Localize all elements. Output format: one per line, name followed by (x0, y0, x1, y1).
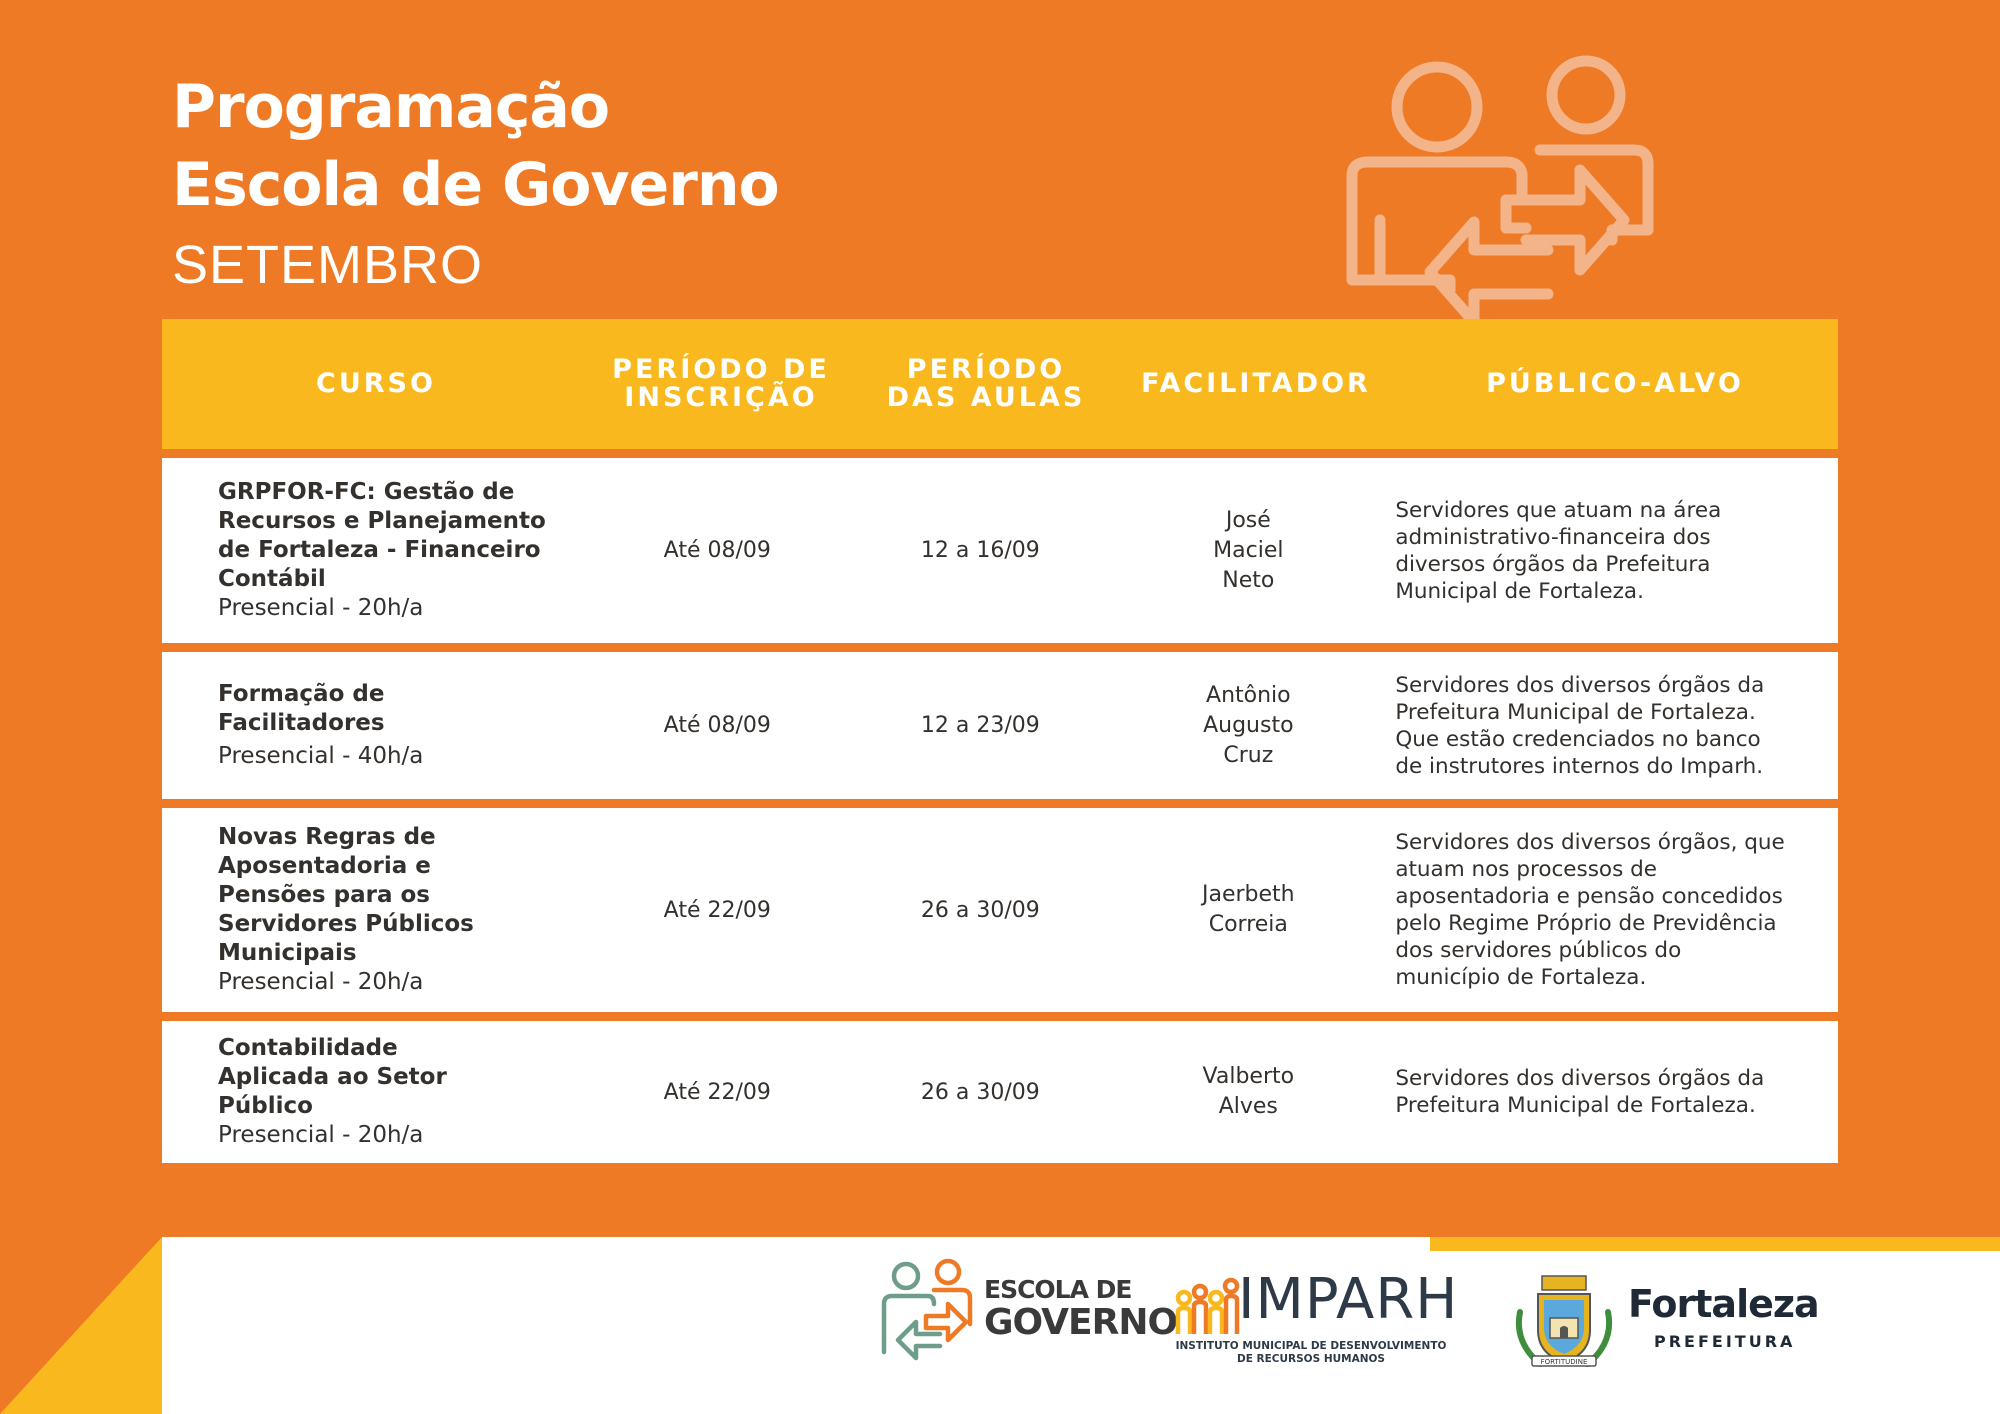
audience-line: atuam nos processos de (1395, 857, 1657, 882)
facilitator-line: Jaerbeth (1202, 882, 1295, 907)
table-row (162, 1021, 1838, 1163)
course-title-line: Contabilidade (218, 1035, 398, 1061)
audience-line: Municipal de Fortaleza. (1395, 578, 1644, 604)
course-cell (162, 680, 587, 771)
audience-line: de instrutores internos do Imparh. (1395, 753, 1764, 779)
table-row (162, 652, 1838, 799)
prefeitura-wordmark: PREFEITURA (1654, 1332, 1796, 1351)
facilitator-cell (1113, 1062, 1383, 1122)
title-block (172, 68, 779, 298)
city-coat-of-arms-icon (1510, 1272, 1618, 1372)
facilitator-line: Maciel (1213, 537, 1284, 563)
escola-de-governo-logo (870, 1254, 1177, 1364)
schedule-table (162, 319, 1838, 1163)
course-mode: Presencial - 40h/a (218, 743, 424, 769)
facilitator-line: Valberto (1202, 1064, 1295, 1089)
audience-line: Servidores que atuam na área (1395, 497, 1722, 523)
aulas-cell: 12 a 23/09 (920, 713, 1040, 738)
imparh-wordmark: IMPARH (1238, 1267, 1459, 1332)
course-title (218, 823, 587, 968)
course-title-line: Facilitadores (218, 710, 385, 736)
people-exchange-icon (870, 1254, 978, 1364)
audience-cell (1383, 829, 1838, 991)
course-title-line: Municipais (218, 940, 357, 966)
facilitator-line: Augusto (1203, 712, 1294, 738)
escola-de-governo-wordmark (984, 1276, 1177, 1342)
audience-cell (1383, 672, 1838, 780)
facilitator-line: Cruz (1223, 742, 1274, 768)
course-title-line: Servidores Públicos (218, 911, 474, 937)
header-aulas (852, 356, 1120, 412)
imparh-logo (1174, 1267, 1459, 1378)
audience-line: Que estão credenciados no banco (1395, 726, 1761, 752)
course-title-line: Formação de (218, 681, 385, 707)
month-label: SETEMBRO (172, 235, 484, 295)
audience-line: administrativo-financeira dos (1395, 524, 1711, 550)
course-title-line: GRPFOR-FC: Gestão de (218, 479, 515, 505)
header-aulas-l2: DAS AULAS (886, 382, 1086, 413)
imparh-subtitle-line1: INSTITUTO MUNICIPAL DE DESENVOLVIMENTO (1175, 1340, 1447, 1352)
aulas-cell: 26 a 30/09 (920, 897, 1040, 923)
people-row-icon (1174, 1276, 1240, 1336)
audience-line: Servidores dos diversos órgãos da (1395, 672, 1765, 698)
course-cell (162, 823, 587, 997)
title-line-2: Escola de Governo (172, 150, 779, 220)
table-row (162, 808, 1838, 1012)
audience-line: pelo Regime Próprio de Previdência (1395, 911, 1777, 936)
course-title-line: Público (218, 1093, 313, 1119)
audience-cell (1383, 497, 1838, 605)
aulas-cell: 26 a 30/09 (920, 1079, 1040, 1105)
course-mode: Presencial - 20h/a (218, 595, 424, 621)
header-inscricao-l1: PERÍODO DE (612, 354, 830, 385)
course-cell (162, 1034, 587, 1150)
facilitator-line: Antônio (1206, 682, 1291, 708)
header-publico: PÚBLICO-ALVO (1486, 368, 1744, 399)
facilitator-cell (1113, 880, 1383, 940)
corner-triangle-decoration (0, 1237, 162, 1414)
course-title (218, 680, 587, 738)
facilitator-cell (1113, 506, 1383, 596)
title-line-1: Programação (172, 72, 610, 142)
audience-line: dos servidores públicos do (1395, 938, 1682, 963)
header-curso: CURSO (316, 368, 436, 399)
facilitator-line: José (1225, 507, 1271, 533)
inscricao-cell: Até 08/09 (663, 713, 771, 738)
facilitator-line: Alves (1218, 1094, 1278, 1119)
header-facilitador: FACILITADOR (1141, 368, 1371, 399)
inscricao-cell: Até 08/09 (663, 538, 771, 563)
inscricao-cell: Até 22/09 (663, 1079, 771, 1105)
course-cell (162, 478, 587, 623)
fortaleza-wordmark: Fortaleza (1628, 1282, 1819, 1326)
course-mode: Presencial - 20h/a (218, 1122, 424, 1148)
course-title-line: de Fortaleza - Financeiro (218, 537, 541, 563)
fortaleza-prefeitura-logo (1510, 1272, 1820, 1372)
audience-line: diversos órgãos da Prefeitura (1395, 551, 1711, 577)
header-inscricao-l2: INSCRIÇÃO (624, 382, 818, 413)
escola-logo-line2: GOVERNO (984, 1302, 1178, 1343)
course-title-line: Recursos e Planejamento (218, 508, 546, 534)
audience-line: aposentadoria e pensão concedidos (1395, 884, 1783, 909)
course-title (218, 478, 587, 594)
table-header (162, 319, 1838, 449)
course-title-line: Aplicada ao Setor (218, 1064, 447, 1090)
imparh-subtitle (1174, 1340, 1448, 1366)
audience-line: município de Fortaleza. (1395, 965, 1647, 990)
course-title-line: Aposentadoria e (218, 853, 431, 879)
table-row (162, 458, 1838, 643)
seal-motto-text: FORTITUDINE (1540, 1358, 1588, 1366)
facilitator-line: Neto (1222, 567, 1275, 593)
course-title-line: Novas Regras de (218, 824, 436, 850)
course-title (218, 1034, 587, 1121)
facilitator-cell (1113, 681, 1383, 771)
audience-line: Servidores dos diversos órgãos, que (1395, 830, 1785, 855)
header-aulas-l1: PERÍODO (906, 354, 1066, 385)
audience-line: Servidores dos diversos órgãos da (1395, 1066, 1765, 1091)
audience-cell (1383, 1065, 1838, 1119)
footer-accent-strip (1430, 1237, 2000, 1251)
imparh-subtitle-line2: DE RECURSOS HUMANOS (1237, 1353, 1385, 1365)
facilitator-line: Correia (1208, 912, 1288, 937)
aulas-cell: 12 a 16/09 (920, 538, 1040, 563)
course-title-line: Contábil (218, 566, 326, 592)
inscricao-cell: Até 22/09 (663, 897, 771, 923)
escola-logo-line1: ESCOLA DE (984, 1275, 1132, 1304)
course-title-line: Pensões para os (218, 882, 430, 908)
course-mode: Presencial - 20h/a (218, 969, 424, 995)
people-exchange-icon (1330, 50, 1670, 320)
audience-line: Prefeitura Municipal de Fortaleza. (1395, 699, 1756, 725)
audience-line: Prefeitura Municipal de Fortaleza. (1395, 1093, 1756, 1118)
header-inscricao (590, 356, 852, 412)
